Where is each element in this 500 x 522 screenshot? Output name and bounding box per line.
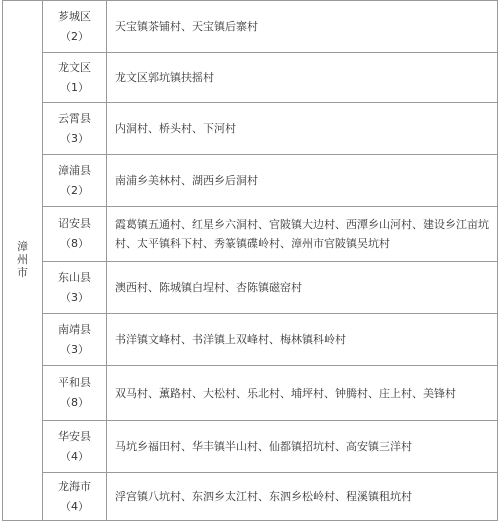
county-cell [43,262,107,314]
county-name: 龙文区 [58,60,91,74]
village-list: 霞葛镇五通村、红星乡六洞村、官陂镇大边村、西潭乡山河村、建设乡江亩坑村、太平镇科下村、秀篆镇碟岭村、漳州市官陂镇吴坑村 [107,207,498,262]
table-row [3,207,498,262]
county-name: 漳浦县 [58,163,91,177]
village-table [2,0,498,521]
village-count: （3） [60,342,89,356]
county-name: 南靖县 [58,322,91,336]
county-name: 芗城区 [58,9,91,23]
village-count: （3） [60,131,89,145]
table-row [3,262,498,314]
county-name: 云霄县 [58,111,91,125]
county-name: 龙海市 [58,479,91,493]
village-list: 澳西村、陈城镇白埕村、杏陈镇磁窑村 [107,262,498,314]
village-list: 天宝镇茶铺村、天宝镇后寨村 [107,1,498,53]
village-list: 浮宫镇八坑村、东泗乡太江村、东泗乡松岭村、程溪镇租坑村 [107,473,498,521]
county-cell [43,366,107,421]
village-count: （8） [60,237,89,250]
village-count: （1） [60,80,89,94]
village-list: 内洞村、桥头村、下河村 [107,103,498,155]
county-cell [43,103,107,155]
city-name: 漳州市 [17,239,28,279]
village-count: （8） [60,396,89,409]
village-count: （2） [60,183,89,197]
village-count: （3） [60,290,89,304]
table-row [3,473,498,521]
county-cell [43,473,107,521]
table-row [3,103,498,155]
village-count: （2） [60,29,89,43]
county-name: 诏安县 [58,217,91,230]
table-row [3,53,498,103]
village-list: 双马村、薰路村、大松村、乐北村、埔坪村、钟腾村、庄上村、美锋村 [107,366,498,421]
county-cell [43,314,107,366]
village-count: （4） [60,449,89,463]
county-cell [43,53,107,103]
table-body [3,1,498,521]
village-count: （4） [60,499,89,513]
table-row [3,155,498,207]
village-list: 龙文区郭坑镇扶摇村 [107,53,498,103]
county-cell [43,155,107,207]
village-list: 马坑乡福田村、华丰镇半山村、仙都镇招坑村、高安镇三洋村 [107,421,498,473]
city-cell [3,1,43,521]
table-row [3,314,498,366]
table-row [3,421,498,473]
table-row [3,1,498,53]
village-list: 南浦乡美林村、湖西乡后洞村 [107,155,498,207]
county-name: 平和县 [58,376,91,389]
table-row [3,366,498,421]
county-cell [43,421,107,473]
county-cell [43,1,107,53]
county-cell [43,207,107,262]
county-name: 东山县 [58,270,91,284]
county-name: 华安县 [58,429,91,443]
village-list: 书洋镇文峰村、书洋镇上双峰村、梅林镇科岭村 [107,314,498,366]
